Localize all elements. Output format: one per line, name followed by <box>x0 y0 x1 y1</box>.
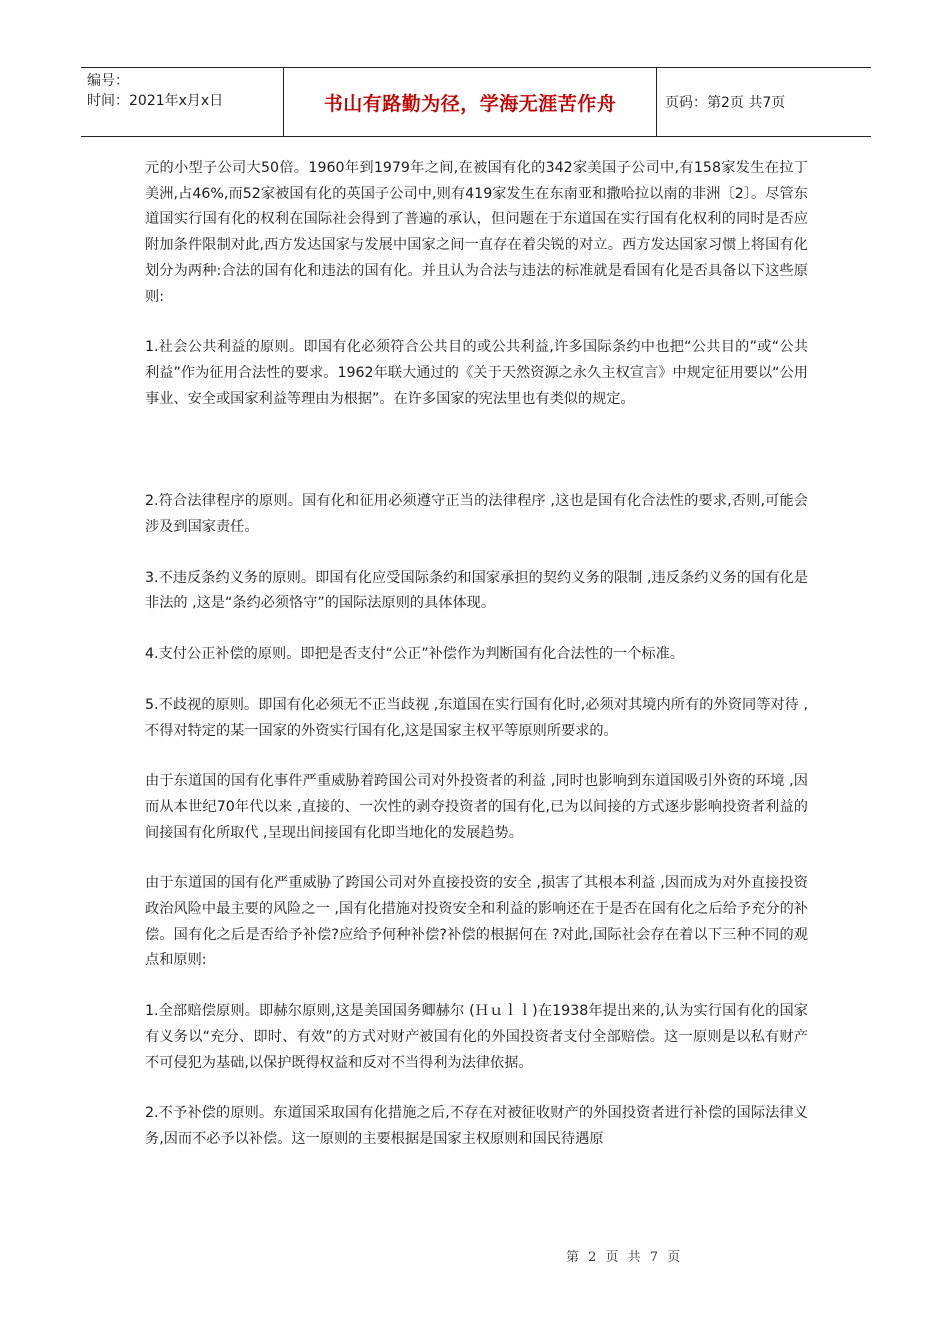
document-time-label: 时间：2021年x月x日 <box>87 93 224 109</box>
paragraph: 元的小型子公司大50倍。1960年到1979年之间,在被国有化的342家美国子公司中,有158家发生在拉丁美洲,占46%,而52家被国有化的英国子公司中,则有419家发生在东南亚和撒哈拉以南的非洲〔2〕。尽管东道国实行国有化的权利在国际社会得到了普遍的承认，但问题在于东道国在实行国有化权利的同时是否应附加条件限制对此,西方发达国家与发展中国家之间一直存在着尖锐的对立。西方发达国家习惯上将国有化划分为两种:合法的国有化和违法的国有化。并且认为合法与违法的标准就是看国有化是否具备以下这些原则: <box>145 160 808 305</box>
header-page-info: 页码：第2页 共7页 <box>665 95 786 111</box>
paragraph: 由于东道国的国有化严重威胁了跨国公司对外直接投资的安全 ,损害了其根本利益 ,因而成为对外直接投资政治风险中最主要的风险之一 ,国有化措施对投资安全和利益的影响还在于是否在国有化之后给予充分的补偿。国有化之后是否给予补偿?应给予何种补偿?补偿的根据何在 ?对此,国际社会存在着以下三种不同的观点和原则: <box>145 875 808 969</box>
paragraph: 1.社会公共利益的原则。即国有化必须符合公共目的或公共利益,许多国际条约中也把“公共目的”或“公共利益”作为征用合法性的要求。1962年联大通过的《关于天然资源之永久主权宣言》中规定征用要以“公用事业、安全或国家利益等理由为根据”。在许多国家的宪法里也有类似的规定。 <box>145 339 808 407</box>
page-footer: 第 2 页 共 7 页 <box>566 1250 681 1265</box>
header-motto: 书山有路勤为径，学海无涯苦作舟 <box>284 68 657 136</box>
paragraph: 3.不违反条约义务的原则。即国有化应受国际条约和国家承担的契约义务的限制 ,违反条约义务的国有化是非法的 ,这是“条约必须恪守”的国际法原则的具体体现。 <box>145 569 808 612</box>
paragraph: 2.符合法律程序的原则。国有化和征用必须遵守正当的法律程序 ,这也是国有化合法性的要求,否则,可能会涉及到国家责任。 <box>145 493 808 536</box>
paragraph: 4.支付公正补偿的原则。即把是否支付“公正”补偿作为判断国有化合法性的一个标准。 <box>145 646 684 663</box>
document-body <box>145 156 808 1153</box>
paragraph: 1.全部赔偿原则。即赫尔原则,这是美国国务卿赫尔 (Ｈｕｌｌ)在1938年提出来的,认为实行国有化的国家有义务以“充分、即时、有效”的方式对财产被国有化的外国投资者支付全部赔偿。这一原则是以私有财产不可侵犯为基础,以保护既得权益和反对不当得利为法律依据。 <box>145 1003 808 1071</box>
header-meta <box>81 68 284 136</box>
paragraph: 2.不予补偿的原则。东道国采取国有化措施之后,不存在对被征收财产的外国投资者进行补偿的国际法律义务,因而不必予以补偿。这一原则的主要根据是国家主权原则和国民待遇原 <box>145 1105 808 1147</box>
paragraph: 由于东道国的国有化事件严重威胁着跨国公司对外投资者的利益 ,同时也影响到东道国吸引外资的环境 ,因而从本世纪70年代以来 ,直接的、一次性的剥夺投资者的国有化,已为以间接的方式逐步影响投资者利益的间接国有化所取代 ,呈现出间接国有化即当地化的发展趋势。 <box>145 773 808 841</box>
paragraph: 5.不歧视的原则。即国有化必须无不正当歧视 ,东道国在实行国有化时,必须对其境内所有的外资同等对待 ,不得对特定的某一国家的外资实行国有化,这是国家主权平等原则所要求的。 <box>145 696 808 739</box>
page-header <box>81 67 871 137</box>
document-number-label: 编号： <box>87 73 129 89</box>
